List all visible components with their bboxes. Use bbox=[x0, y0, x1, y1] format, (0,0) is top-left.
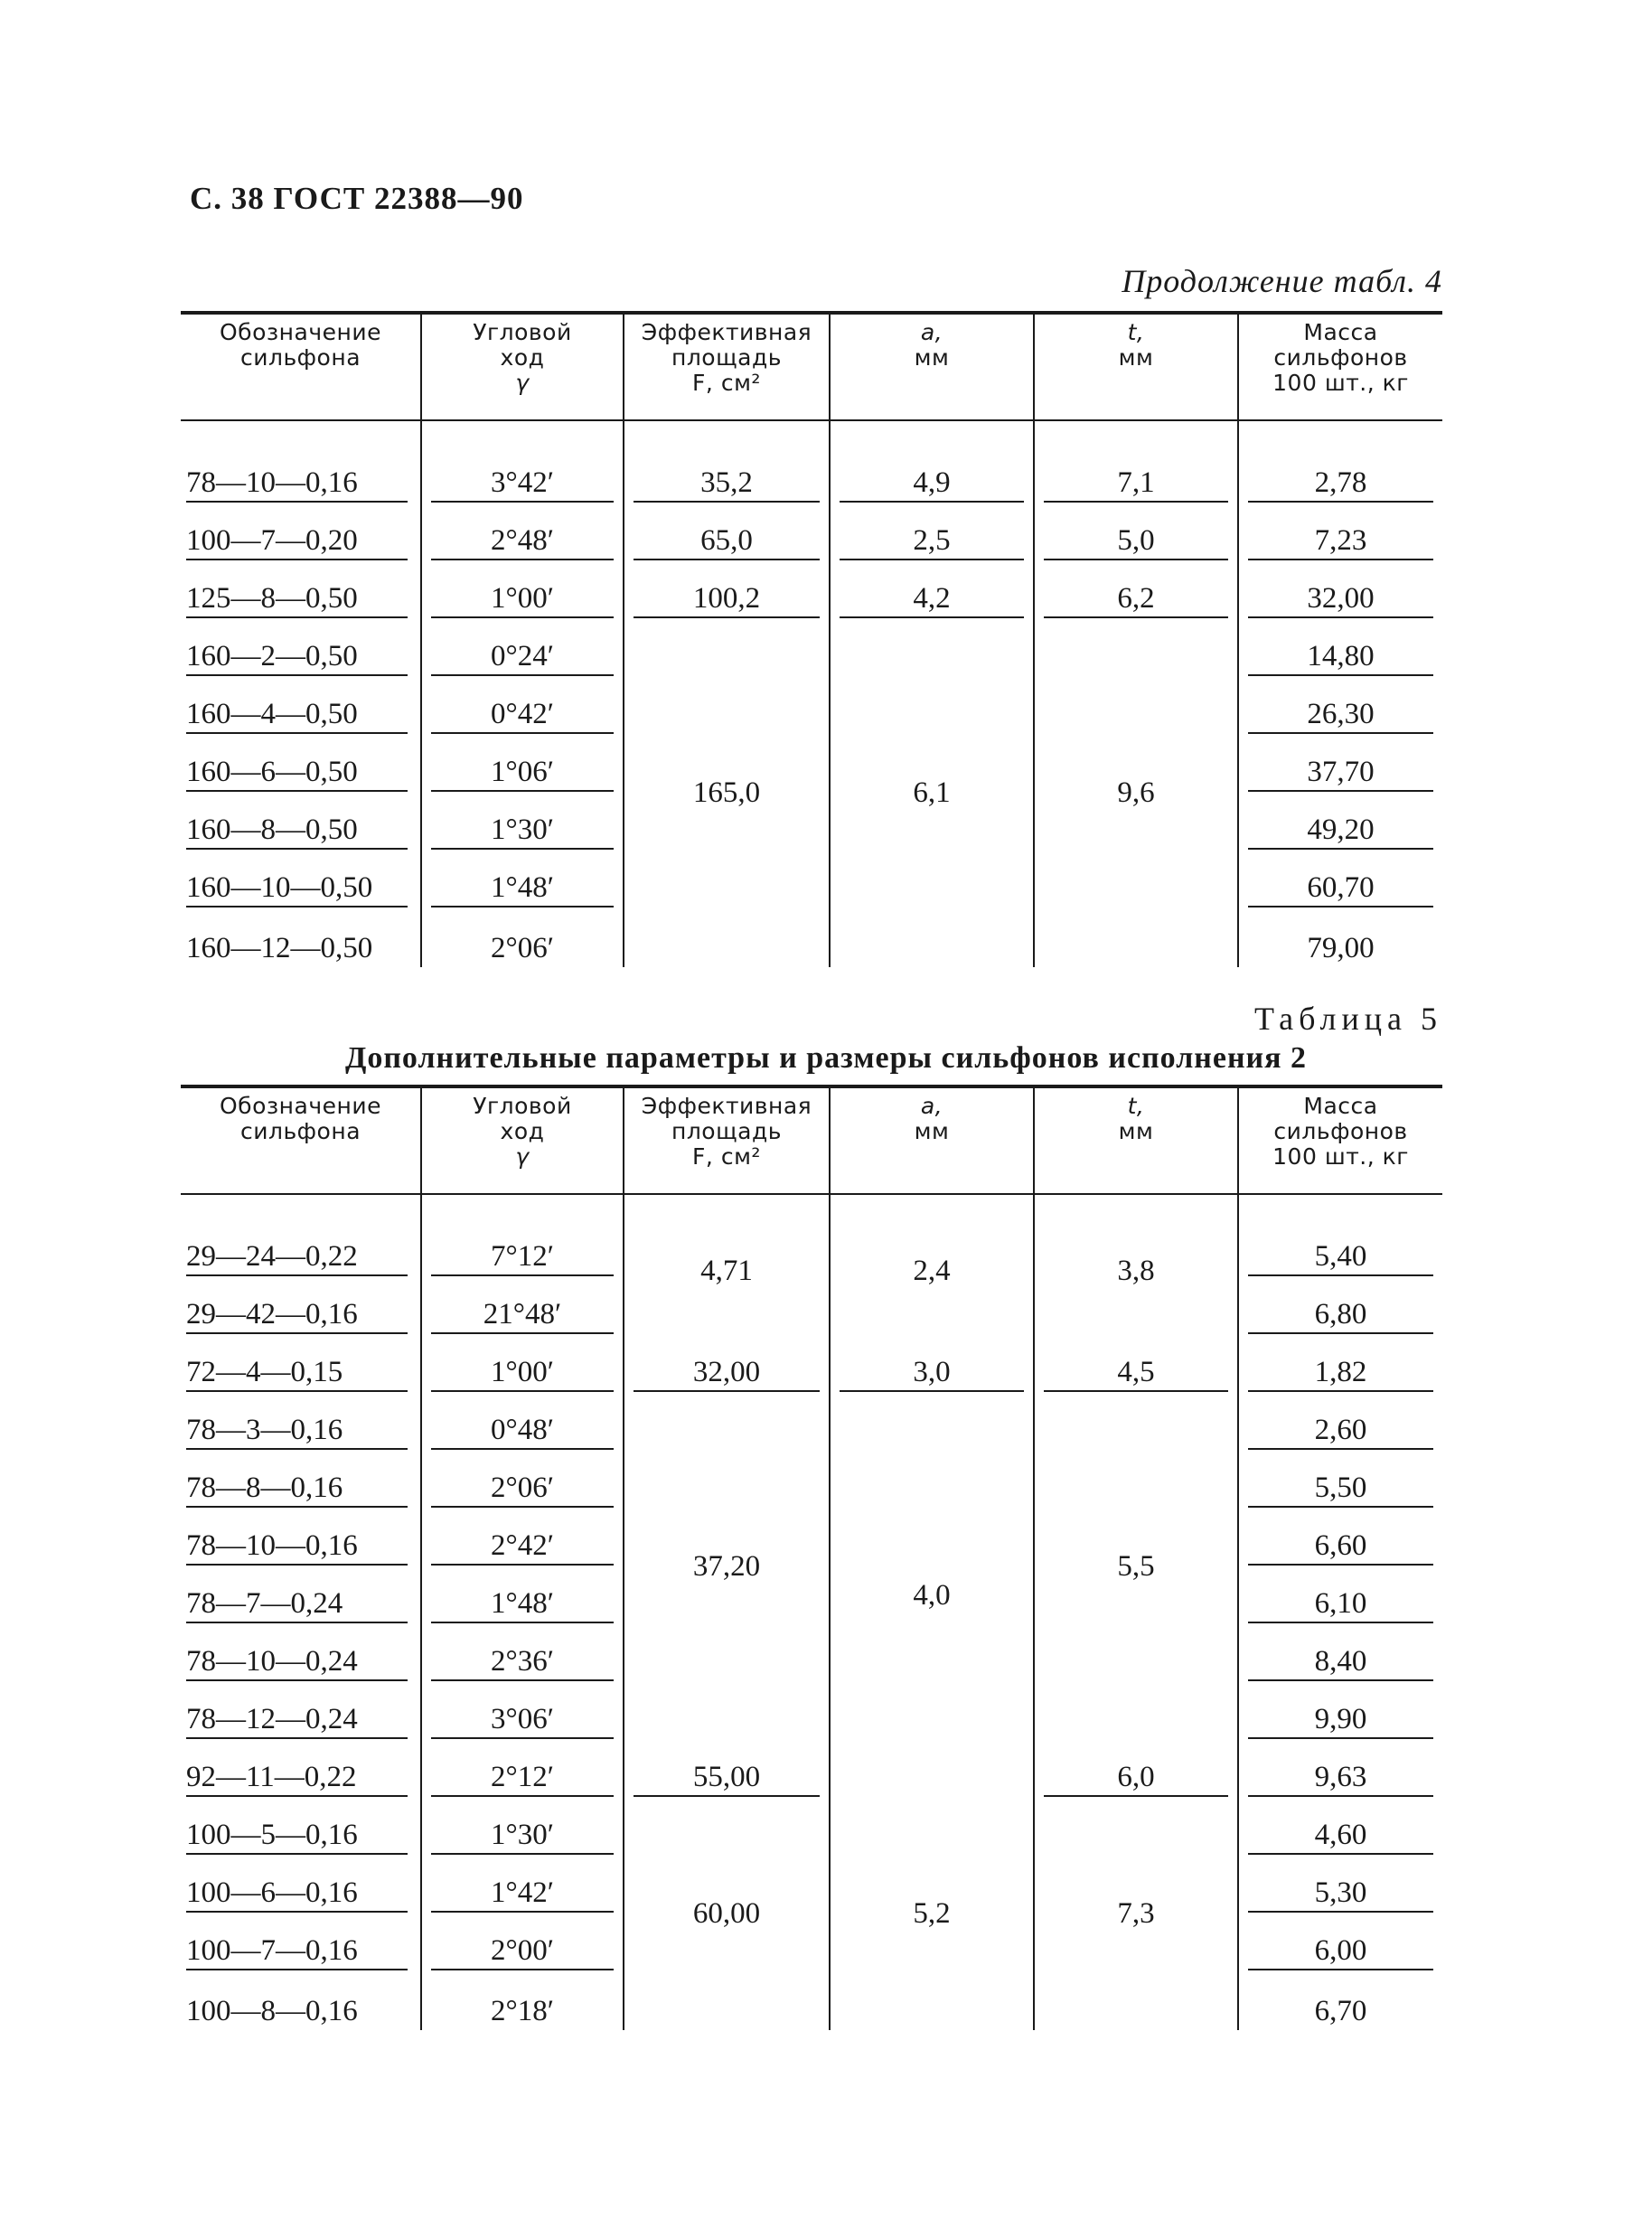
cell-mass: 6,80 bbox=[1238, 1278, 1442, 1336]
cell-t: 5,0 bbox=[1034, 504, 1238, 562]
cell-mass: 9,90 bbox=[1238, 1683, 1442, 1741]
cell-mass: 26,30 bbox=[1238, 678, 1442, 736]
cell-mass: 79,00 bbox=[1238, 909, 1442, 967]
cell-designation: 100—7—0,16 bbox=[181, 1914, 421, 1972]
cell-mass: 6,10 bbox=[1238, 1567, 1442, 1625]
cell-designation: 29—42—0,16 bbox=[181, 1278, 421, 1336]
cell-angle: 7°12′ bbox=[421, 1194, 624, 1278]
table-row bbox=[181, 1799, 1442, 1857]
cell-angle: 2°42′ bbox=[421, 1509, 624, 1567]
cell-angle: 1°00′ bbox=[421, 1336, 624, 1394]
cell-designation: 125—8—0,50 bbox=[181, 562, 421, 620]
cell-mass: 4,60 bbox=[1238, 1799, 1442, 1857]
cell-mass: 49,20 bbox=[1238, 794, 1442, 851]
cell-angle: 3°42′ bbox=[421, 420, 624, 504]
cell-a-merged: 6,1 bbox=[830, 620, 1034, 967]
table-row bbox=[181, 1194, 1442, 1278]
cell-angle: 1°06′ bbox=[421, 736, 624, 794]
cell-area: 32,00 bbox=[624, 1336, 830, 1394]
cell-t-merged: 5,5 bbox=[1034, 1394, 1238, 1741]
cell-designation: 78—8—0,16 bbox=[181, 1452, 421, 1509]
cell-angle: 2°00′ bbox=[421, 1914, 624, 1972]
cell-designation: 78—3—0,16 bbox=[181, 1394, 421, 1452]
cell-designation: 100—7—0,20 bbox=[181, 504, 421, 562]
cell-designation: 78—10—0,16 bbox=[181, 420, 421, 504]
cell-designation: 78—7—0,24 bbox=[181, 1567, 421, 1625]
cell-mass: 60,70 bbox=[1238, 851, 1442, 909]
table-row bbox=[181, 1741, 1442, 1799]
cell-angle: 0°48′ bbox=[421, 1394, 624, 1452]
cell-a: 3,0 bbox=[830, 1336, 1034, 1394]
cell-area-merged: 60,00 bbox=[624, 1799, 830, 2030]
table-5 bbox=[181, 1085, 1442, 2030]
cell-angle: 2°48′ bbox=[421, 504, 624, 562]
cell-designation: 160—12—0,50 bbox=[186, 932, 373, 964]
table-row bbox=[181, 504, 1442, 562]
col-header-angular-travel: Угловой ход γ bbox=[421, 313, 624, 420]
cell-designation: 100—5—0,16 bbox=[181, 1799, 421, 1857]
table-header-row bbox=[181, 1086, 1442, 1194]
table-row bbox=[181, 1394, 1442, 1452]
cell-a-merged: 2,4 bbox=[830, 1194, 1034, 1336]
cell-angle: 1°48′ bbox=[421, 1567, 624, 1625]
cell-mass: 2,78 bbox=[1238, 420, 1442, 504]
table-row bbox=[181, 420, 1442, 504]
cell-angle: 1°30′ bbox=[421, 794, 624, 851]
col-header-effective-area: Эффективная площадь F, см² bbox=[624, 313, 830, 420]
cell-a: 4,2 bbox=[830, 562, 1034, 620]
cell-t-merged: 7,3 bbox=[1034, 1799, 1238, 2030]
cell-a: 4,9 bbox=[830, 420, 1034, 504]
cell-a-merged: 5,2 bbox=[830, 1799, 1034, 2030]
cell-designation: 160—10—0,50 bbox=[181, 851, 421, 909]
cell-designation: 160—8—0,50 bbox=[181, 794, 421, 851]
cell-area-merged: 37,20 bbox=[624, 1394, 830, 1741]
cell-mass: 14,80 bbox=[1238, 620, 1442, 678]
cell-area: 55,00 bbox=[624, 1741, 830, 1799]
col-header-t: t, мм bbox=[1034, 313, 1238, 420]
cell-t-merged: 3,8 bbox=[1034, 1194, 1238, 1336]
table-row bbox=[181, 562, 1442, 620]
cell-mass: 2,60 bbox=[1238, 1394, 1442, 1452]
cell-mass: 37,70 bbox=[1238, 736, 1442, 794]
cell-designation: 160—2—0,50 bbox=[181, 620, 421, 678]
cell-angle: 0°24′ bbox=[421, 620, 624, 678]
cell-mass: 9,63 bbox=[1238, 1741, 1442, 1799]
table-continuation-label: Продолжение табл. 4 bbox=[1122, 263, 1442, 299]
cell-angle: 1°30′ bbox=[421, 1799, 624, 1857]
cell-mass: 6,70 bbox=[1238, 1972, 1442, 2030]
cell-designation: 78—12—0,24 bbox=[181, 1683, 421, 1741]
table-5-title: Дополнительные параметры и размеры сильфонов исполнения 2 bbox=[344, 1041, 1308, 1075]
cell-mass: 32,00 bbox=[1238, 562, 1442, 620]
table-row bbox=[181, 620, 1442, 678]
cell-angle: 1°48′ bbox=[421, 851, 624, 909]
col-header-mass: Масса сильфонов 100 шт., кг bbox=[1238, 313, 1442, 420]
cell-angle: 0°42′ bbox=[421, 678, 624, 736]
cell-area: 35,2 bbox=[624, 420, 830, 504]
table-4-continued bbox=[181, 311, 1442, 967]
cell-designation: 29—24—0,22 bbox=[181, 1194, 421, 1278]
cell-angle: 2°18′ bbox=[421, 1972, 624, 2030]
table-5-label: Таблица 5 bbox=[1254, 1001, 1442, 1037]
cell-designation: 78—10—0,16 bbox=[181, 1509, 421, 1567]
cell-angle: 1°00′ bbox=[421, 562, 624, 620]
cell-mass: 1,82 bbox=[1238, 1336, 1442, 1394]
cell-mass: 5,30 bbox=[1238, 1857, 1442, 1914]
cell-designation: 72—4—0,15 bbox=[181, 1336, 421, 1394]
col-header-mass: Масса сильфонов 100 шт., кг bbox=[1238, 1086, 1442, 1194]
cell-area-merged: 165,0 bbox=[624, 620, 830, 967]
cell-angle: 3°06′ bbox=[421, 1683, 624, 1741]
cell-t: 6,0 bbox=[1034, 1741, 1238, 1799]
cell-angle: 2°36′ bbox=[421, 1625, 624, 1683]
cell-angle: 2°12′ bbox=[421, 1741, 624, 1799]
cell-angle: 2°06′ bbox=[421, 909, 624, 967]
cell-mass: 6,60 bbox=[1238, 1509, 1442, 1567]
col-header-effective-area: Эффективная площадь F, см² bbox=[624, 1086, 830, 1194]
cell-area: 100,2 bbox=[624, 562, 830, 620]
cell-mass: 5,40 bbox=[1238, 1194, 1442, 1278]
cell-t: 6,2 bbox=[1034, 562, 1238, 620]
page-header: С. 38 ГОСТ 22388—90 bbox=[190, 181, 524, 216]
cell-designation: 78—10—0,24 bbox=[181, 1625, 421, 1683]
cell-designation: 160—4—0,50 bbox=[181, 678, 421, 736]
cell-designation: 100—8—0,16 bbox=[186, 1995, 358, 2027]
cell-a: 2,5 bbox=[830, 504, 1034, 562]
table-header-row bbox=[181, 313, 1442, 420]
cell-designation: 100—6—0,16 bbox=[181, 1857, 421, 1914]
cell-designation: 92—11—0,22 bbox=[181, 1741, 421, 1799]
col-header-designation: Обозначение сильфона bbox=[181, 313, 421, 420]
cell-mass: 6,00 bbox=[1238, 1914, 1442, 1972]
cell-angle: 2°06′ bbox=[421, 1452, 624, 1509]
cell-area-merged: 4,71 bbox=[624, 1194, 830, 1336]
cell-t: 7,1 bbox=[1034, 420, 1238, 504]
table-row bbox=[181, 1336, 1442, 1394]
col-header-angular-travel: Угловой ход γ bbox=[421, 1086, 624, 1194]
cell-mass: 5,50 bbox=[1238, 1452, 1442, 1509]
col-header-a: a, мм bbox=[830, 313, 1034, 420]
cell-area: 65,0 bbox=[624, 504, 830, 562]
col-header-designation: Обозначение сильфона bbox=[181, 1086, 421, 1194]
cell-designation: 160—6—0,50 bbox=[181, 736, 421, 794]
cell-t: 4,5 bbox=[1034, 1336, 1238, 1394]
cell-mass: 7,23 bbox=[1238, 504, 1442, 562]
col-header-a: a, мм bbox=[830, 1086, 1034, 1194]
cell-t-merged: 9,6 bbox=[1034, 620, 1238, 967]
col-header-t: t, мм bbox=[1034, 1086, 1238, 1194]
cell-mass: 8,40 bbox=[1238, 1625, 1442, 1683]
cell-angle: 21°48′ bbox=[421, 1278, 624, 1336]
cell-a-merged: 4,0 bbox=[830, 1394, 1034, 1799]
cell-angle: 1°42′ bbox=[421, 1857, 624, 1914]
